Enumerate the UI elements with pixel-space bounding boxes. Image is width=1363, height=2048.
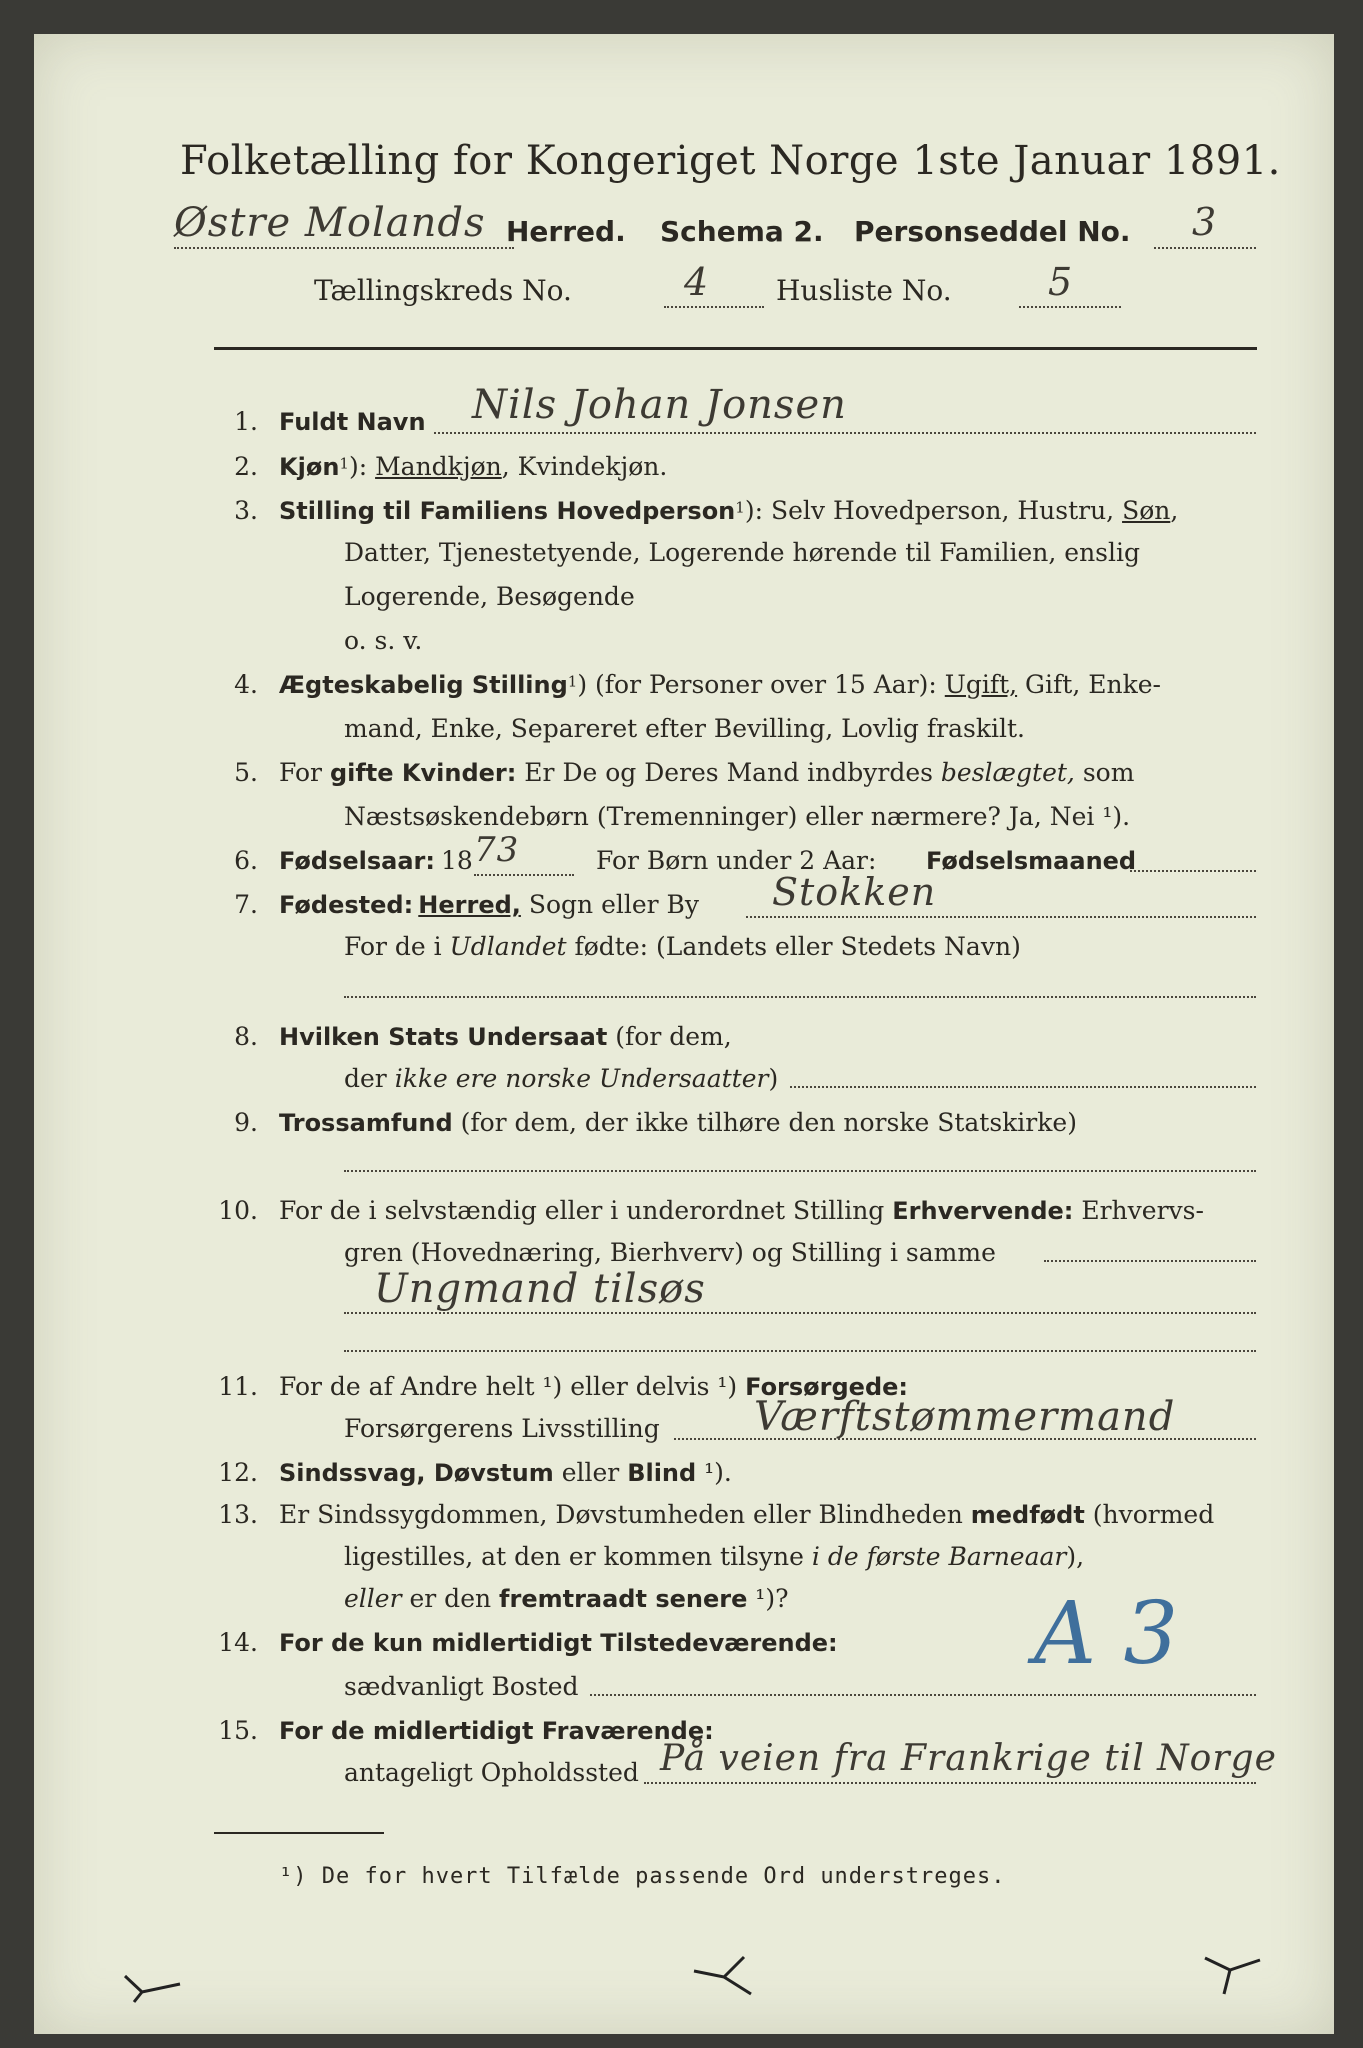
q12-line (279, 1458, 732, 1487)
q13-line3 (344, 1584, 789, 1613)
q12-label: Sindssvag, Døvstum (279, 1459, 554, 1487)
q8-line2 (344, 1064, 778, 1093)
q13-hvormed: (hvormed (1084, 1500, 1215, 1529)
q12-tail: ¹). (696, 1458, 732, 1487)
q4-condition: ) (for Personer over 15 Aar): (577, 670, 945, 699)
q4-number: 4. (234, 670, 258, 699)
q13-line1 (279, 1500, 1214, 1529)
q11-answer-provider: Værftstømmermand (754, 1394, 1176, 1440)
q13-text: Er Sindssygdommen, Døvstumheden eller Blindheden (279, 1500, 971, 1529)
q3-line2: Datter, Tjenestetyende, Logerende hørende til Familien, enslig (344, 538, 1141, 567)
q10-erhverv: Erhvervs- (1073, 1196, 1204, 1225)
q5-som: som (1074, 758, 1135, 787)
q5-label: gifte Kvinder: (329, 759, 517, 787)
q14-blue-mark: A 3 (1034, 1584, 1179, 1684)
q10-number: 10. (218, 1196, 258, 1225)
q4-options-tail: Gift, Enke- (1017, 670, 1161, 699)
q13-line2-text: ligestilles, at den er kommen tilsyne (344, 1542, 812, 1571)
corner-mark-right-icon (1200, 1948, 1270, 1998)
q13-line3-close: ¹)? (747, 1584, 789, 1613)
q3-options: ): Selv Hovedperson, Hustru, (744, 496, 1123, 525)
q10-line1 (279, 1196, 1204, 1225)
schema-label: Schema 2. (660, 215, 824, 248)
q2-sup: 1 (339, 454, 349, 473)
q13-barneaar: i de første Barneaar (811, 1542, 1067, 1571)
q3-line3: Logerende, Besøgende (344, 582, 635, 611)
q9-number: 9. (234, 1108, 258, 1137)
q7-foreign-note: fødte: (Landets eller Stedets Navn) (566, 932, 1021, 961)
q8-condition: (for dem, (607, 1022, 732, 1051)
q5-line2: Næstsøskendebørn (Tremenninger) eller nærmere? Ja, Nei ¹). (344, 802, 1131, 831)
q12-number: 12. (218, 1458, 258, 1487)
q3-line1: Stilling til Familiens Hovedperson$^1$): Selv Hovedperson, Hustru, Søn, (279, 496, 1179, 525)
q13-number: 13. (218, 1500, 258, 1529)
q13-eller: eller (344, 1584, 402, 1613)
q2-line (279, 452, 667, 481)
q15-answer-whereabouts: På veien fra Frankrige til Norge (660, 1738, 1277, 1779)
corner-mark-center-icon (689, 1949, 769, 1999)
q4-line1 (279, 670, 1161, 699)
q8-close: ) (768, 1064, 779, 1093)
q13-line2 (344, 1542, 1084, 1571)
header-rule (214, 347, 1257, 350)
q7-answer-birthplace: Stokken (772, 870, 937, 914)
kreds-label: Tællingskreds No. (314, 274, 572, 307)
q10-answer-occupation: Ungmand tilsøs (374, 1266, 706, 1312)
q5-for: For (279, 758, 330, 787)
q15-line2: antageligt Opholdssted (344, 1758, 639, 1787)
q7-line2 (344, 932, 1021, 961)
q9-condition: (for dem, der ikke tilhøre den norske Statskirke) (452, 1108, 1077, 1137)
q14-line2: sædvanligt Bosted (344, 1672, 579, 1701)
personseddel-number: 3 (1192, 200, 1218, 244)
q14-label: For de kun midlertidigt Tilstedeværende: (279, 1629, 838, 1657)
q6-year-handwritten: 73 (474, 830, 520, 870)
husliste-number: 5 (1048, 260, 1074, 304)
q7-foreign-prefix: For de i (344, 932, 450, 961)
footnote: ¹) De for hvert Tilfælde passende Ord understreges. (279, 1864, 1006, 1889)
q12-blind: Blind (627, 1459, 697, 1487)
q7-option-herred: Herred, (418, 891, 521, 919)
q15-number: 15. (218, 1716, 258, 1745)
personseddel-label: Personseddel No. (854, 215, 1131, 248)
q11-label: Forsørgede: (745, 1373, 909, 1401)
q2-text: ): (348, 452, 376, 481)
q14-number: 14. (218, 1628, 258, 1657)
q8-number: 8. (234, 1022, 258, 1051)
q7-label: Fødested: (279, 891, 414, 919)
herred-label: Herred. (506, 215, 626, 248)
q9-line (279, 1108, 1077, 1137)
q6-birth-month-label: Fødselsmaaned (926, 847, 1137, 875)
q3-label: Stilling til Familiens Hovedperson (279, 497, 736, 525)
q11-line2: Forsørgerens Livsstilling (344, 1414, 660, 1443)
q4-label: Ægteskabelig Stilling (279, 671, 568, 699)
corner-mark-left-icon (120, 1964, 190, 2004)
q3-line4: o. s. v. (344, 626, 423, 655)
q6-label: Fødselsaar: (279, 847, 435, 875)
q15-label: For de midlertidigt Fraværende: (279, 1717, 714, 1745)
q7-number: 7. (234, 890, 258, 919)
q8-undersaatter: ikke ere norske Undersaatter (394, 1064, 769, 1093)
q4-sup: 1 (567, 672, 578, 691)
husliste-label: Husliste No. (776, 274, 952, 307)
q5-beslaegtet: beslægtet, (940, 758, 1075, 787)
q10-label: Erhvervende: (892, 1197, 1074, 1225)
q3-option-son: Søn (1122, 496, 1171, 525)
census-sheet (34, 34, 1334, 2034)
q7-options: Sogn eller By (520, 890, 700, 919)
q2-option-kvindekjon: , Kvindekjøn. (501, 452, 668, 481)
q5-question: Er De og Deres Mand indbyrdes (516, 758, 941, 787)
q11-text: For de af Andre helt ¹) eller delvis ¹) (279, 1372, 746, 1401)
q11-number: 11. (218, 1372, 258, 1401)
q6-number: 6. (234, 846, 258, 875)
q13-medfodt: medfødt (970, 1501, 1085, 1529)
q13-senere: fremtraadt senere (499, 1585, 748, 1613)
q8-der: der (344, 1064, 395, 1093)
q2-label: Kjøn (279, 453, 340, 481)
q9-label: Trossamfund (279, 1109, 453, 1137)
q10-text: For de i selvstændig eller i underordnet Stilling (279, 1196, 893, 1225)
q2-option-mandkjon: Mandkjøn (375, 452, 502, 481)
q7-udlandet: Udlandet (449, 932, 567, 961)
q1-number: 1. (234, 407, 258, 436)
q8-label: Hvilken Stats Undersaat (279, 1023, 608, 1051)
kreds-number: 4 (684, 260, 710, 304)
q6-year-prefix: 18 (441, 846, 473, 875)
q5-line1 (279, 758, 1134, 787)
q3-number: 3. (234, 496, 258, 525)
q8-line1 (279, 1022, 732, 1051)
q10-line2: gren (Hovednæring, Bierhverv) og Stilling i samme (344, 1238, 996, 1267)
q5-number: 5. (234, 758, 258, 787)
q4-line2: mand, Enke, Separeret efter Bevilling, Lovlig fraskilt. (344, 714, 1025, 743)
q13-line2-close: ), (1066, 1542, 1085, 1571)
q7-line1 (279, 890, 699, 919)
q12-or: eller (553, 1458, 628, 1487)
herred-handwritten: Østre Molands (174, 200, 486, 246)
q13-er-den: er den (401, 1584, 500, 1613)
footnote-rule (214, 1832, 384, 1834)
q3-sup: 1 (735, 498, 745, 517)
q1-label: Fuldt Navn (279, 408, 426, 436)
q2-number: 2. (234, 452, 258, 481)
q4-option-ugift: Ugift, (944, 670, 1018, 699)
q1-answer-name: Nils Johan Jonsen (472, 382, 847, 428)
q6-children-note: For Børn under 2 Aar: (596, 846, 877, 875)
page-title: Folketælling for Kongeriget Norge 1ste Januar 1891. (180, 138, 1281, 184)
